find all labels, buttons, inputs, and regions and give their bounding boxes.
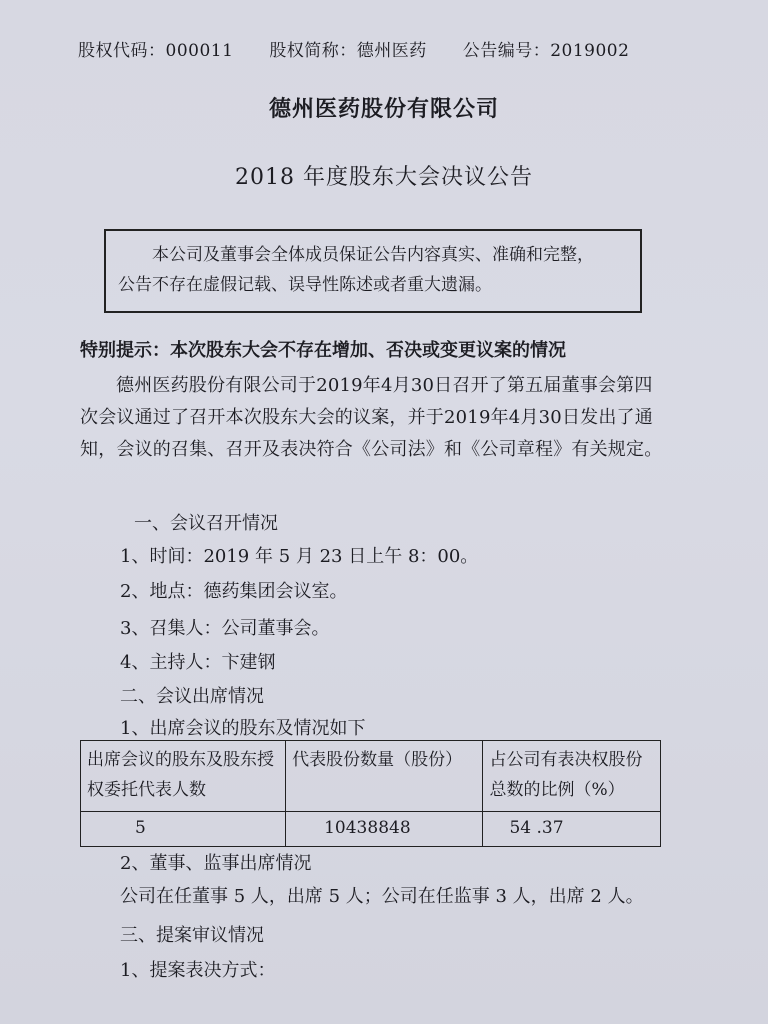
- section3-sub1: 1、提案表决方式：: [120, 960, 276, 981]
- disclaimer-box: [104, 229, 642, 313]
- section1-item-host: 4、主持人：卞建钢: [120, 652, 276, 673]
- stock-code: 股权代码：000011: [78, 41, 234, 61]
- table-header-cell: 出席会议的股东及股东授权委托代表人数: [81, 741, 286, 812]
- table-header-row: [81, 741, 661, 812]
- table-header-cell: 代表股份数量（股份）: [286, 741, 483, 812]
- section1-item-time: 1、时间：2019 年 5 月 23 日上午 8：00。: [120, 546, 479, 567]
- section2-sub1: 1、出席会议的股东及情况如下: [120, 718, 366, 739]
- section1-item-convener: 3、召集人：公司董事会。: [120, 618, 330, 639]
- disclaimer-line-1: 本公司及董事会全体成员保证公告内容真实、准确和完整，: [152, 245, 594, 265]
- company-title: 德州医药股份有限公司: [268, 96, 499, 122]
- attendance-table: [80, 740, 661, 847]
- table-header-cell: 占公司有表决权股份总数的比例（%）: [483, 741, 661, 812]
- notice-number: 公告编号：2019002: [462, 41, 630, 61]
- special-note: 特别提示：本次股东大会不存在增加、否决或变更议案的情况: [80, 340, 566, 361]
- table-cell: 5: [81, 812, 286, 847]
- section2-sub2-text: 公司在任董事 5 人，出席 5 人；公司在任监事 3 人，出席 2 人。: [120, 886, 644, 907]
- header-line: [78, 39, 659, 63]
- intro-paragraph: 德州医药股份有限公司于2019年4月30日召开了第五届董事会第四次会议通过了召开本次股东大会的议案，并于2019年4月30日发出了通知，会议的召集、召开及表决符合《公司法》和《公司章程》有关规定。: [80, 375, 663, 460]
- section3-title: 三、提案审议情况: [120, 925, 264, 946]
- section1-item-location: 2、地点：德药集团会议室。: [120, 581, 348, 602]
- table-cell: 10438848: [286, 812, 483, 847]
- section1-title: 一、会议召开情况: [134, 513, 278, 534]
- notice-title: 2018 年度股东大会决议公告: [235, 165, 533, 190]
- disclaimer-line-2: 公告不存在虚假记载、误导性陈述或者重大遗漏。: [118, 275, 492, 295]
- table-cell: 54 .37: [483, 812, 661, 847]
- section2-sub2: 2、董事、监事出席情况: [120, 853, 312, 874]
- stock-name: 股权简称：德州医药: [269, 41, 427, 61]
- section2-title: 二、会议出席情况: [120, 686, 264, 707]
- table-row: [81, 812, 661, 847]
